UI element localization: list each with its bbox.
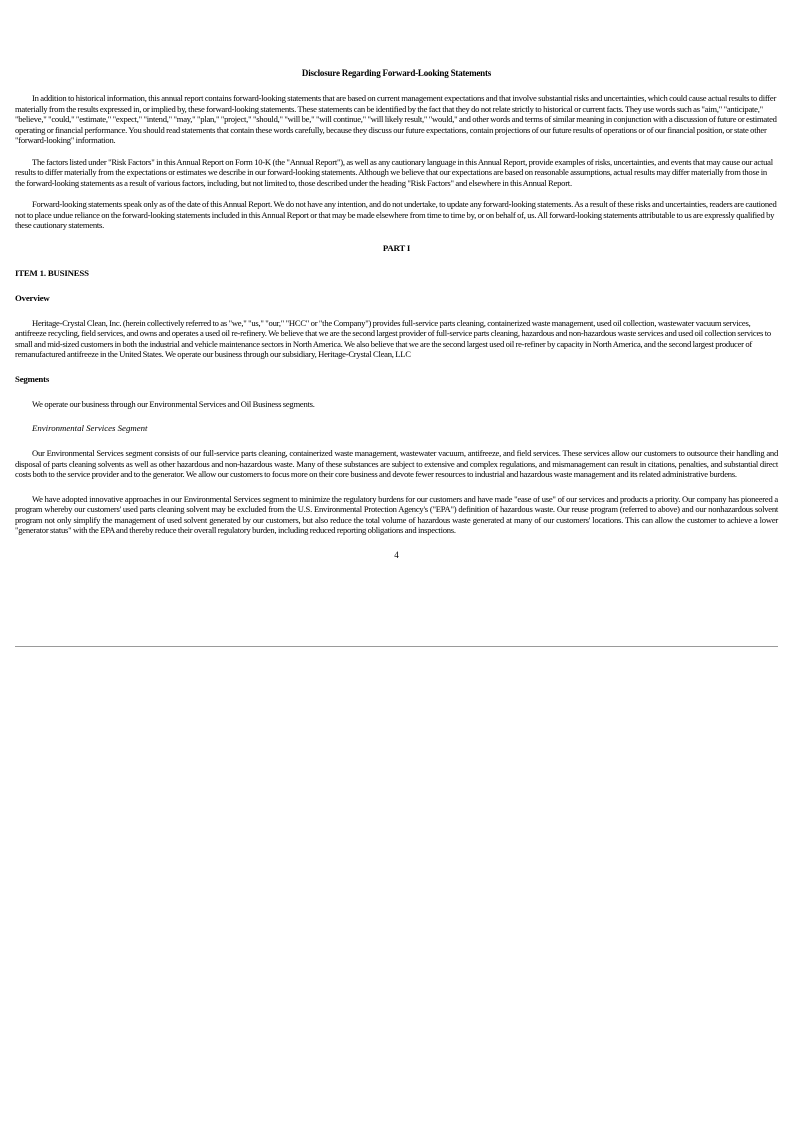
forward-looking-paragraph-1: In addition to historical information, this annual report contains forward-looking statements that are based on current management expectations and that involve substantial risks and uncertainties, which could cause actual results to differ materially from the results expressed in, or implied by, these forward-looking statements. These statements can be identified by the fact that they do not relate strictly to historical or current facts. They use words such as "aim," "anticipate," "believe," "could," "estimate," "expect," "intend," "may," "plan," "project," "should," "will be," "will continue," "will likely result," "would," and other words and terms of similar meaning in conjunction with a discussion of future or estimated operating or financial performance. You should read statements that contain these words carefully, because they discuss our future expectations, contain projections of our future results of operations or of our financial position, or state other "forward-looking" information. bbox=[15, 93, 777, 145]
segments-heading: Segments bbox=[15, 373, 50, 384]
item-heading: ITEM 1. BUSINESS bbox=[15, 267, 89, 278]
forward-looking-paragraph-3: Forward-looking statements speak only as of the date of this Annual Report. We do not have any intention, and do not undertake, to update any forward-looking statements. As a result of these risks and uncertainties, readers are cautioned not to place undue reliance on the forward-looking statements included in this Annual Report or that may be made elsewhere from time to time by, or on behalf of, us. All forward-looking statements attributable to us are expressly qualified by these cautionary statements. bbox=[15, 199, 777, 230]
overview-paragraph: Heritage-Crystal Clean, Inc. (herein collectively referred to as "we," "us," "our," "HCC" or "the Company") provides full-service parts cleaning, containerized waste management, used oil collection, wastewater vacuum services, antifreeze recycling, field services, and owns and operates a used oil re-refinery. We believe that we are the second largest provider of full-service parts cleaning, hazardous and non-hazardous waste services and used oil collection services to small and mid-sized customers in both the industrial and vehicle maintenance sectors in North America. We also believe that we are the second largest used oil re-refiner by capacity in North America, and the second largest producer of remanufactured antifreeze in the United States. We operate our business through our subsidiary, Heritage-Crystal Clean, LLC bbox=[15, 317, 771, 359]
overview-heading: Overview bbox=[15, 292, 50, 303]
forward-looking-paragraph-2: The factors listed under "Risk Factors" in this Annual Report on Form 10-K (the "Annual Report"), as well as any cautionary language in this Annual Report, provide examples of risks, uncertainties, and events that may cause our actual results to differ materially from the expectations or estimates we describe in our forward-looking statements. Although we believe that our expectations are based on reasonable assumptions, actual results may differ materially from those in the forward-looking statements as a result of various factors, including, but not limited to, those described under the heading "Risk Factors" and elsewhere in this Annual Report. bbox=[15, 156, 773, 188]
segments-paragraph: We operate our business through our Environmental Services and Oil Business segments. bbox=[32, 398, 315, 409]
page-divider bbox=[15, 646, 778, 647]
document-page bbox=[15, 67, 778, 561]
env-services-paragraph-1: Our Environmental Services segment consists of our full-service parts cleaning, containerized waste management, wastewater vacuum, antifreeze, and field services. These services allow our customers to outsource their handling and disposal of parts cleaning solvents as well as other hazardous and non-hazardous waste. Many of these substances are subject to extensive and complex regulations, and mismanagement can result in citations, penalties, and substantial direct costs both to the service provider and to the generator. We allow our customers to focus more on their core business and devote fewer resources to industrial and hazardous waste management and its related administrative burdens. bbox=[15, 448, 778, 479]
page-number: 4 bbox=[394, 549, 399, 560]
env-services-paragraph-2: We have adopted innovative approaches in our Environmental Services segment to minimize the regulatory burdens for our customers and have made "ease of use" of our services and products a priority. Our company has pioneered a program whereby our customers' used parts cleaning solvent may be excluded from the U.S. Environmental Protection Agency's ("EPA") definition of hazardous waste. Our reuse program (referred to above) and our nonhazardous solvent program not only simplify the management of used solvent generated by our customers, but also reduce the total volume of hazardous waste generated at many of our customers' locations. This can allow the customer to achieve a lower "generator status" with the EPA and thereby reduce their overall regulatory burden, including reduced reporting obligations and inspections. bbox=[15, 493, 778, 535]
part-heading: PART I bbox=[382, 242, 411, 253]
section-title-forward-looking: Disclosure Regarding Forward-Looking Statements bbox=[301, 68, 492, 78]
env-services-heading: Environmental Services Segment bbox=[32, 423, 148, 433]
